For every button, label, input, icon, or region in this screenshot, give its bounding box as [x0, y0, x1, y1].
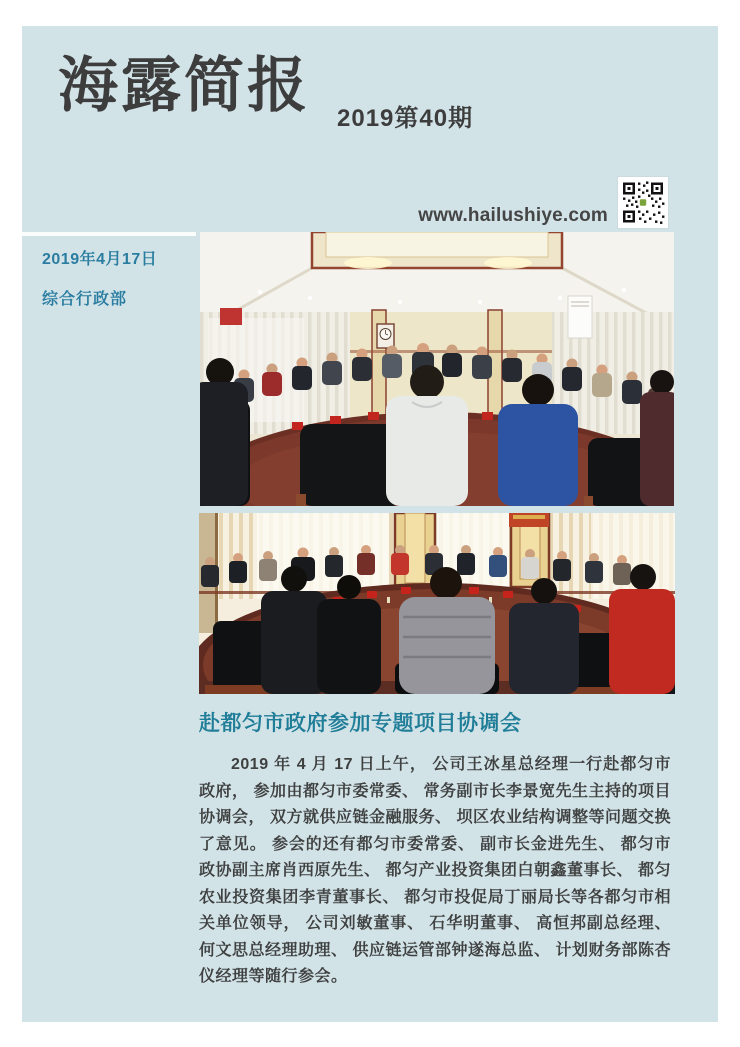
header-divider — [22, 232, 196, 236]
photo-meeting-closeup — [199, 513, 675, 694]
article-body: 2019 年 4 月 17 日上午， 公司王冰星总经理一行赴都匀市政府， 参加由都匀市委常委、 常务副市长李景宽先生主持的项目协调会， 双方就供应链金融服务、 坝区农业结构调整等问题交换了意见。 参会的还有都匀市委常委、 副市长金进先生、 都匀市政协副主席肖西原先生、 都匀产业投资集团白朝鑫董事长、 都匀农业投资集团李青董事长、 都匀市投促局丁丽局长等各都匀市相关单位领导， 公司刘敏董事、 石华明董事、 高恒邦副总经理、 何文思总经理助理、 供应链运管部钟遂海总监、 计划财务部陈杏仪经理等随行参会。 — [199, 756, 671, 985]
issue-date: 2019年4月17日 — [42, 251, 158, 268]
masthead-title: 海露简报 — [58, 52, 310, 119]
photo-meeting-wide-graphic — [200, 232, 674, 506]
qr-code — [618, 177, 668, 228]
qr-code-graphic — [618, 177, 668, 228]
masthead-issue: 2019第40期 — [337, 105, 474, 132]
website-url: www.hailushiye.com — [418, 205, 608, 226]
newsletter-sheet — [22, 26, 718, 1022]
issuing-department: 综合行政部 — [42, 291, 128, 308]
photo-meeting-closeup-graphic — [199, 513, 675, 694]
article-title: 赴都匀市政府参加专题项目协调会 — [199, 712, 522, 735]
photo-meeting-wide — [200, 232, 674, 506]
